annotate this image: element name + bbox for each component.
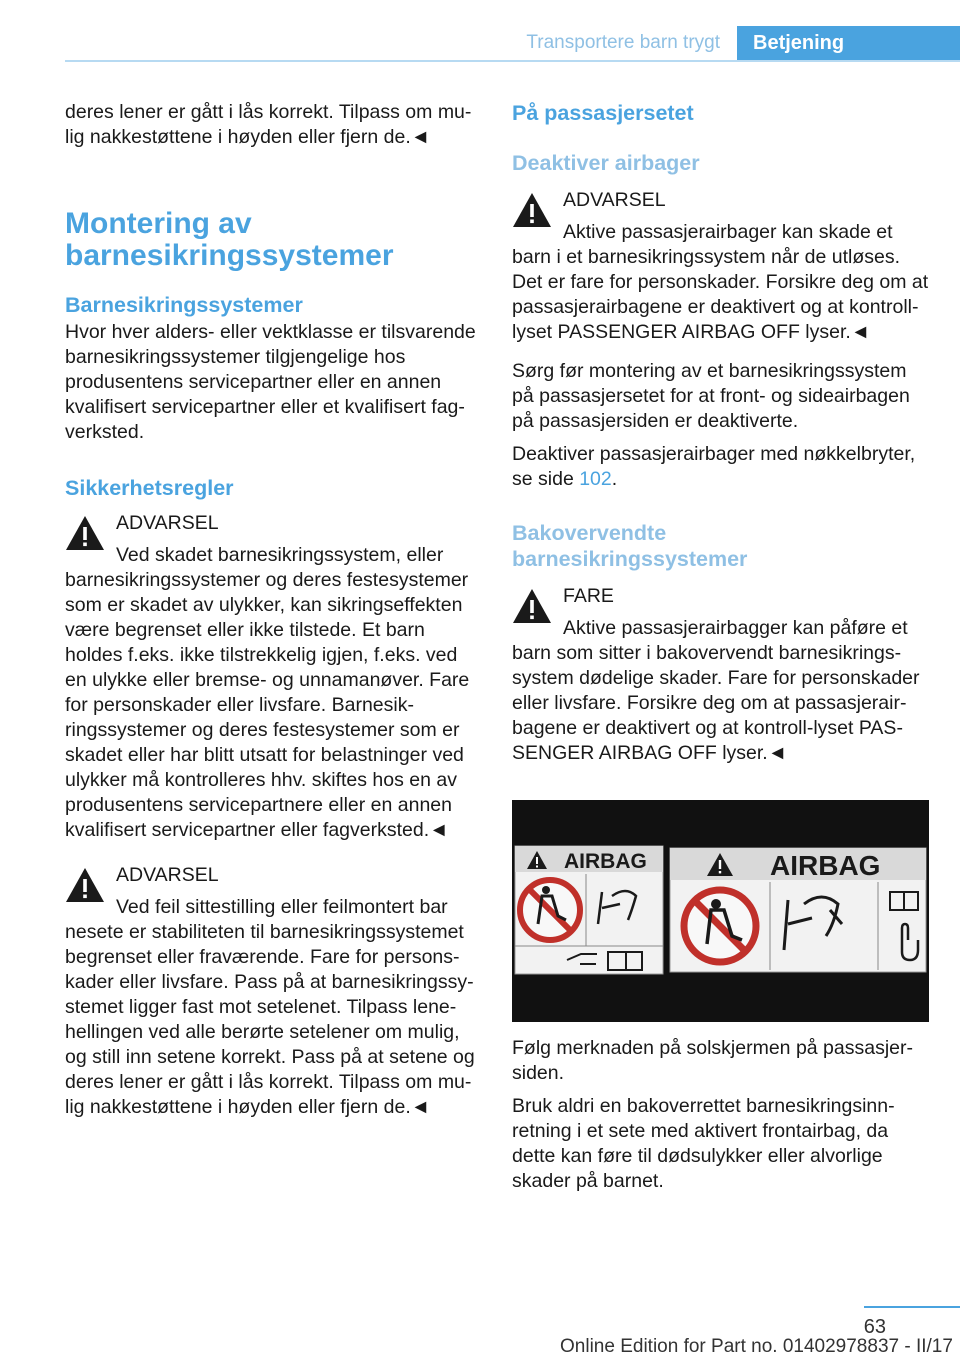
- paragraph-never-rear-facing: Bruk aldri en bakoverrettet barnesikringsinnretning i et sete med aktivert frontairbag, da dette kan føre til dødsulykker eller alvorlige skader på barnet.: [512, 1095, 895, 1192]
- left-column: [65, 100, 480, 1120]
- danger-first-line: Aktive passasjerairbagger kan påføre et: [563, 617, 908, 639]
- intro-paragraph: deres lener er gått i lås korrekt. Tilpass om mulig nakkestøttene i høyden eller fjern de.◄: [65, 101, 472, 148]
- header-rule: [65, 60, 960, 62]
- key-switch-text-end: .: [611, 468, 618, 490]
- footer-rule: [864, 1306, 960, 1308]
- warning-text: barn i et barnesikringssystem når de utløses. Det er fare for personskader. Forsikre deg om at passasjerairbagene er deaktivert og at kontroll-lyset PASSENGER AIRBAG OFF lyser.◄: [512, 246, 929, 343]
- subheading-rear-facing: Bakovervendte barnesikringssystemer: [512, 521, 748, 571]
- subheading-safety-rules: Sikkerhetsregler: [65, 476, 234, 500]
- chapter-tab: Betjening: [737, 26, 960, 60]
- warning-label: ADVARSEL: [116, 512, 219, 534]
- warning-text: barnesikringssystemer og deres festesystemer som er skadet av ulykker, kan sikringseffekten være begrenset eller ikke tilstede. Et barn holdes f.eks. ikke tilstrekkelig igjen, f.eks. ved en ulykke eller bremse- og unnamanøver. Fare for personskader eller livsfare. Barnesikringssystemer og deres festesystemer som er skadet eller har blitt utsatt for belastninger ved ulykker må kontrolleres hhv. skiftes hos en av produsentens servicepartnere eller en annen kvalifisert servicepartner eller fagverksted.◄: [65, 569, 470, 841]
- warning-first-line: Ved feil sittestilling eller feilmontert bar: [116, 896, 448, 918]
- right-column: [512, 100, 930, 1202]
- warning-label: ADVARSEL: [116, 864, 219, 886]
- warning-triangle-icon: [512, 192, 552, 228]
- warning-box-3: [512, 188, 930, 345]
- key-switch-text: Deaktiver passasjerairbager med nøkkelbryter, se side: [512, 443, 916, 490]
- edition-footer: Online Edition for Part no. 01402978837 - II/17: [560, 1336, 953, 1357]
- warning-box-1: [65, 511, 480, 843]
- airbag-warning-labels-image: [512, 800, 929, 1022]
- danger-text: barn som sitter i bakovervendt barnesikringssystem dødelige skader. Fare for personskader eller livsfare. Forsikre deg om at passasjerairbagene er deaktivert og at kontroll-lyset PASSENGER AIRBAG OFF lyser.◄: [512, 642, 920, 764]
- running-header-section: Transportere barn trygt: [526, 32, 720, 53]
- warning-label: ADVARSEL: [563, 189, 666, 211]
- warning-first-line: Ved skadet barnesikringssystem, eller: [116, 544, 444, 566]
- warning-triangle-icon: [65, 867, 105, 903]
- warning-triangle-icon: [512, 588, 552, 624]
- subheading-deactivate-airbags: Deaktiver airbager: [512, 151, 700, 175]
- page-number: 63: [863, 1316, 886, 1338]
- warning-first-line: Aktive passasjerairbager kan skade et: [563, 221, 893, 243]
- warning-triangle-icon: [65, 515, 105, 551]
- danger-label: FARE: [563, 585, 614, 607]
- subheading-child-restraints: Barnesikringssystemer: [65, 293, 303, 317]
- large-airbag-text: AIRBAG: [770, 850, 881, 881]
- small-airbag-text: AIRBAG: [564, 850, 647, 873]
- warning-box-2: [65, 863, 480, 1120]
- section-title: Montering av barnesikringssystemer: [65, 207, 394, 272]
- warning-text: nesete er stabiliteten til barnesikringssystemet begrenset eller fraværende. Fare for personskader eller livsfare. Pass på at barnesikringssystemet ligger fast mot setelenet. Tilpass lenehellingen ved alle berørte setelener om mulig, og still inn setene korrekt. Pass på at setene og deres lener er gått i lås korrekt. Tilpass om mulig nakkestøttene i høyden eller fjern de.◄: [65, 921, 475, 1118]
- paragraph-key-switch: [512, 442, 930, 492]
- paragraph-child-restraints: Hvor hver alders- eller vektklasse er tilsvarende barnesikringssystemer tilgjengelige hos produsentens servicepartner eller en annen kvalifisert servicepartner eller et kvalifisert fagverksted.: [65, 321, 476, 443]
- danger-box: [512, 584, 930, 766]
- paragraph-sun-visor: Følg merknaden på solskjermen på passasjersiden.: [512, 1037, 914, 1084]
- airbag-label-illustration: [512, 800, 929, 1022]
- section-title-passenger-seat: På passasjersetet: [512, 101, 694, 125]
- paragraph-before-mounting: Sørg før montering av et barnesikringssystem på passasjersetet for at front- og sideairbagen på passasjersiden er deaktiverte.: [512, 360, 910, 432]
- page-reference-link[interactable]: 102: [579, 468, 612, 490]
